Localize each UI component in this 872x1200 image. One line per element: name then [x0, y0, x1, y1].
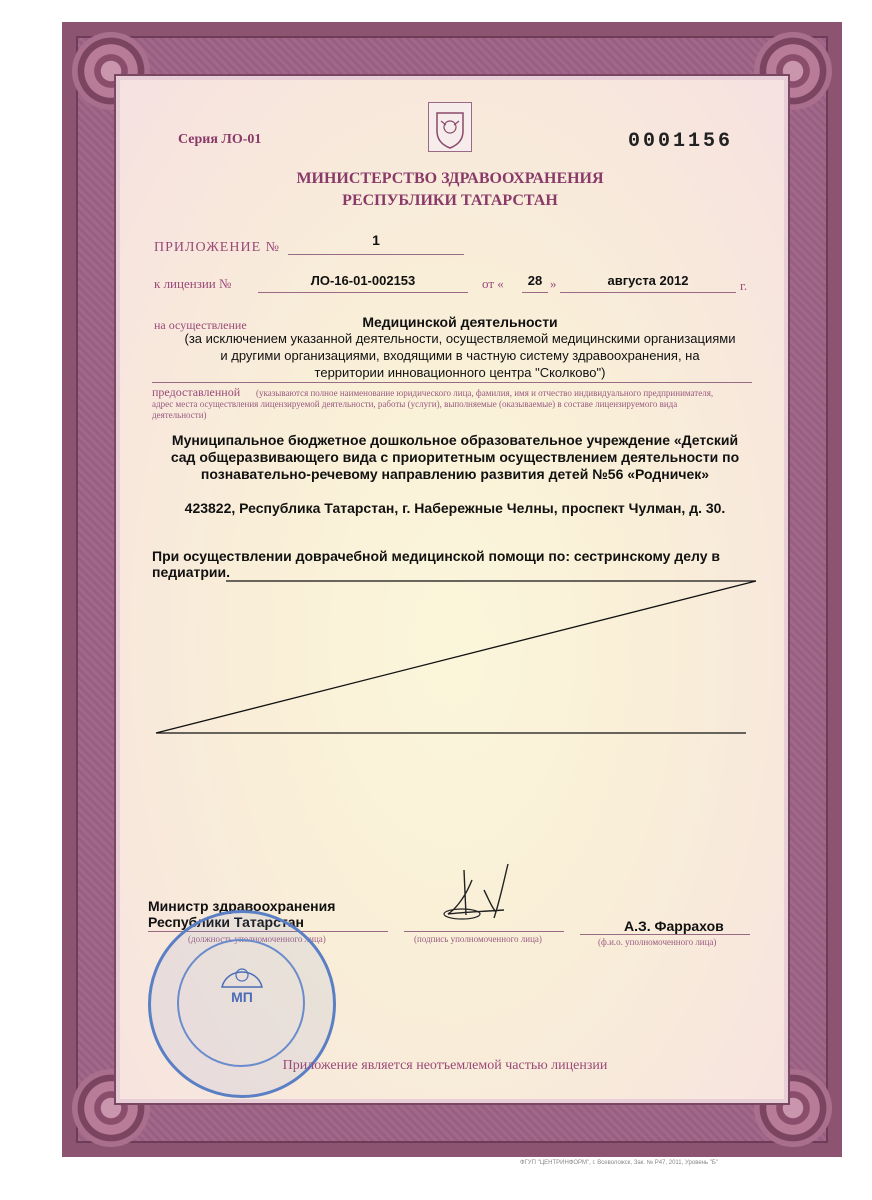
official-title-line-1: Министр здравоохранения — [148, 898, 336, 914]
footer-note: Приложение является неотъемлемой частью лицензии — [282, 1058, 608, 1073]
organization-line-3: познавательно-речевому направлению развития детей №56 «Родничек» — [200, 466, 710, 482]
services-line-2: педиатрии. — [152, 564, 231, 580]
ministry-title-line2: РЕСПУБЛИКИ ТАТАРСТАН — [342, 192, 558, 209]
seal-mark: МП — [231, 989, 253, 1005]
provided-hint-3: деятельности) — [152, 410, 207, 420]
license-year-suffix: г. — [740, 278, 748, 293]
license-number-field — [258, 272, 468, 293]
license-day-quote: » — [550, 276, 557, 291]
name-underline — [580, 934, 750, 935]
series-label: Серия ЛО-01 — [178, 132, 262, 147]
activity-line-2: и другими организациями, входящими в частную систему здравоохранения, на — [220, 348, 700, 363]
official-title-line-2: Республики Татарстан — [148, 914, 304, 930]
license-month-year: августа 2012 — [607, 273, 689, 288]
signature-caption: (подпись уполномоченного лица) — [414, 934, 542, 944]
signature-underline — [404, 931, 564, 932]
organization-line-2: сад общеразвивающего вида с приоритетным осуществлением деятельности по — [170, 449, 740, 465]
handwritten-signature — [434, 860, 524, 930]
activity-title: Медицинской деятельности — [362, 314, 558, 330]
license-date-from-label: от « — [482, 276, 504, 291]
activity-line-3: территории инновационного центра "Сколково") — [314, 365, 606, 380]
provided-hint-1: (указываются полное наименование юридического лица, фамилия, имя и отчество индивидуального предпринимателя, — [256, 388, 714, 398]
provided-hint-2: адрес места осуществления лицензируемой деятельности, работы (услуги), выполняемые (оказываемые) в составе лицензируемого вида — [152, 399, 678, 409]
position-caption: (должность уполномоченного лица) — [188, 934, 326, 944]
official-name: А.З. Фаррахов — [624, 918, 724, 934]
activity-label: на осуществление — [154, 318, 247, 332]
services-line-1: При осуществлении доврачебной медицинской помощи по: сестринскому делу в — [152, 548, 721, 564]
provided-label: предоставленной — [152, 385, 241, 399]
appendix-number-field — [288, 232, 464, 255]
name-caption: (ф.и.о. уполномоченного лица) — [598, 937, 717, 947]
organization-line-1: Муниципальное бюджетное дошкольное образовательное учреждение «Детский — [171, 432, 739, 448]
license-number: ЛО-16-01-002153 — [310, 273, 416, 288]
appendix-number: 1 — [372, 232, 380, 248]
license-day: 28 — [527, 273, 543, 288]
organization-address: 423822, Республика Татарстан, г. Набережные Челны, проспект Чулман, д. 30. — [184, 500, 726, 516]
license-day-field — [522, 272, 548, 293]
document-number: 0001156 — [628, 130, 734, 153]
printer-imprint: ФГУП "ЦЕНТРИНФОРМ", г. Всеволожск, Зак. № Р47, 2011, Уровень "Б" — [520, 1160, 718, 1166]
blank-space-cross-out — [150, 575, 760, 740]
coat-of-arms-icon — [428, 102, 472, 152]
license-month-year-field — [560, 272, 736, 293]
activity-underline — [152, 382, 752, 383]
activity-line-1: (за исключением указанной деятельности, осуществляемой медицинскими организациями — [184, 331, 736, 346]
license-label: к лицензии № — [154, 276, 232, 291]
appendix-label: ПРИЛОЖЕНИЕ № — [154, 240, 280, 255]
ministry-title-line1: МИНИСТЕРСТВО ЗДРАВООХРАНЕНИЯ — [296, 170, 604, 187]
